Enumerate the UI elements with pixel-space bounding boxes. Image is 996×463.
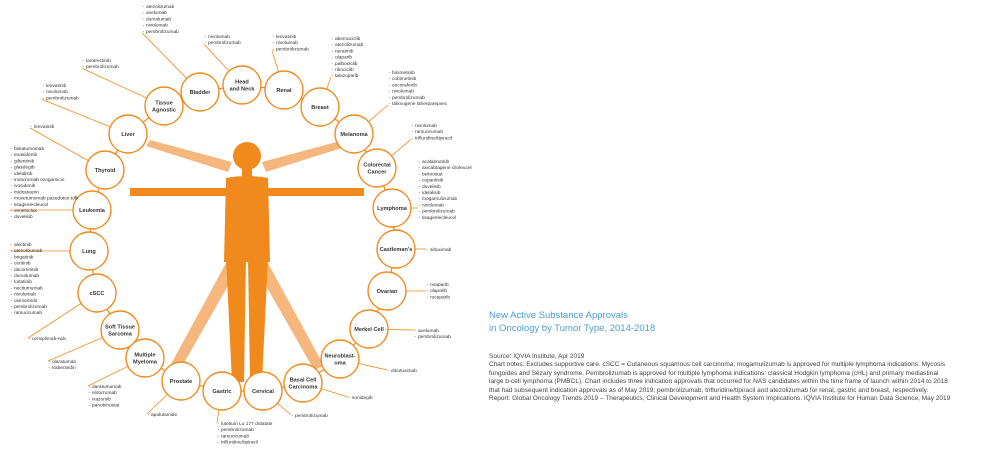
tumor-label-head-and-neck: Head	[235, 79, 249, 86]
drug-name-merkel-cell: pembrolizumab	[418, 335, 451, 341]
drug-bullet: -	[272, 41, 275, 47]
drug-bullet: -	[217, 440, 220, 446]
drug-bullet: -	[10, 267, 13, 273]
tumor-label-prostate: Prostate	[169, 379, 193, 385]
drug-name-melanoma: cobimetinib	[392, 77, 417, 83]
drug-bullet: -	[426, 289, 429, 295]
drug-bullet: -	[388, 95, 391, 101]
chart-notes-line: large b-cell lymphoma (PMBCL). Chart includes three indication approvals that occurred for NAS candidates within the time frame of launch within 2014 to 2018	[489, 378, 948, 386]
leader-line-neuroblastoma	[359, 363, 387, 370]
drug-name-ovarian: rucaparib	[430, 295, 450, 301]
leader-line-colorectal-cancer	[392, 139, 411, 155]
drug-name-breast: ribociclib	[335, 68, 354, 73]
drug-bullet: -	[272, 47, 275, 53]
drug-bullet: -	[418, 203, 421, 209]
drug-name-lymphoma: belinostat	[422, 172, 443, 178]
drug-name-ovarian: olaparib	[430, 289, 448, 295]
tumor-label-castlemans: Castleman's	[379, 247, 413, 253]
drug-bullet: -	[82, 59, 85, 64]
drug-bullet: -	[42, 96, 45, 102]
drug-name-cscc: cemiplimab-rwlc	[32, 337, 67, 342]
drug-name-thyroid: lenvatinib	[34, 125, 55, 130]
chart-notes-line: fungoides and Sézary syndrome. Pembrolizumab is approved for multiple lymphoma indications: classical Hodgkin lymphoma (cHL) and primary mediastinal	[489, 369, 939, 377]
drug-bullet: -	[10, 202, 13, 208]
drug-name-leukemia: idelalisib	[14, 171, 33, 177]
drug-name-lymphoma: axicabtagene ciloleucel	[422, 166, 472, 172]
tumor-label-cervical: Cervical	[252, 389, 274, 395]
tumor-label-thyroid: Thyroid	[94, 168, 116, 174]
drug-name-lymphoma: pembrolizumab	[422, 209, 455, 215]
leader-line-merkel-cell	[388, 329, 414, 330]
tumor-label-breast: Breast	[311, 105, 329, 111]
tumor-label-basal-cell-carcinoma: Carcinoma	[288, 384, 318, 391]
drug-bullet: -	[30, 125, 33, 130]
drug-bullet: -	[426, 295, 429, 301]
drug-name-multiple-myeloma: daratumumab	[92, 385, 122, 390]
drug-bullet: -	[418, 178, 421, 184]
drug-bullet: -	[10, 147, 13, 152]
drug-bullet: -	[217, 428, 220, 434]
drug-bullet: -	[388, 83, 391, 89]
drug-name-lung: nivolumab	[14, 292, 36, 298]
drug-bullet: -	[48, 366, 51, 372]
drug-bullet: -	[414, 335, 417, 341]
drug-name-lymphoma: tisagenlecleucel	[422, 215, 457, 221]
drug-name-multiple-myeloma: panobinostat	[92, 403, 120, 409]
drug-bullet: -	[331, 37, 334, 42]
drug-name-bladder: pembrolizumab	[146, 29, 179, 35]
drug-bullet: -	[418, 184, 421, 190]
drug-name-lung: durvalumab	[14, 274, 40, 279]
drug-name-gastric: ramucirumab	[221, 434, 249, 440]
leader-line-liver	[42, 99, 110, 127]
drug-bullet: -	[204, 41, 207, 47]
figure-title	[489, 309, 989, 335]
chart-notes-line: that had subsequent indication approvals as of May 2019; pembrolizumab, trifluridine/tipiracil and atezolizumab for renal, gastric and breast, respectively.	[489, 386, 929, 394]
drug-bullet: -	[411, 124, 414, 129]
drug-bullet: -	[142, 29, 145, 35]
drug-name-castlemans: siltuximab	[430, 248, 452, 253]
drug-bullet: -	[10, 298, 13, 304]
drug-bullet: -	[147, 413, 150, 418]
tumor-label-merkel-cell: Merkel Cell	[354, 327, 384, 333]
drug-bullet: -	[414, 329, 417, 334]
tumor-label-bladder: Bladder	[189, 90, 211, 96]
drug-name-lung: necitumumab	[14, 286, 43, 292]
drug-name-head-and-neck: pembrolizumab	[208, 41, 241, 47]
head	[233, 142, 261, 170]
tumor-label-neuroblastoma: oma	[334, 360, 346, 367]
leader-line-multiple-myeloma	[88, 366, 128, 386]
drug-name-multiple-myeloma: elotuzumab	[92, 391, 117, 397]
drug-name-bladder: atezolizumab	[146, 5, 175, 10]
leader-line-melanoma	[368, 105, 388, 122]
drug-bullet: -	[426, 283, 429, 288]
drug-name-basal-cell-carcinoma: sonidegib	[352, 396, 373, 401]
leader-line-thyroid	[30, 128, 88, 161]
leader-line-cervical	[277, 403, 291, 415]
drug-bullet: -	[204, 35, 207, 40]
leg-left	[226, 258, 246, 382]
drug-bullet: -	[42, 90, 45, 96]
leader-line-head-and-neck	[204, 44, 229, 71]
drug-bullet: -	[10, 178, 13, 183]
drug-bullet: -	[388, 71, 391, 76]
tumor-label-renal: Renal	[276, 88, 292, 94]
drug-name-leukemia: ivosidenib	[14, 184, 36, 190]
tumor-label-multiple-myeloma: Myeloma	[133, 359, 157, 366]
drug-bullet: -	[42, 84, 45, 89]
drug-name-breast: atezolizumab	[335, 43, 364, 49]
drug-name-lymphoma: copanlisib	[422, 178, 444, 184]
drug-bullet: -	[48, 360, 51, 365]
drug-bullet: -	[418, 160, 421, 165]
drug-bullet: -	[331, 61, 334, 67]
drug-name-renal: nivolumab	[276, 41, 298, 47]
drug-name-renal: pembrolizumab	[276, 47, 309, 53]
drug-bullet: -	[10, 153, 13, 159]
leader-line-prostate	[147, 394, 167, 414]
drug-name-lung: atezolizumab	[14, 249, 43, 255]
tumor-label-leukemia: Leukemia	[79, 208, 105, 214]
tumor-label-colorectal-cancer: Colorectal	[363, 162, 391, 169]
drug-bullet: -	[10, 184, 13, 190]
drug-bullet: -	[217, 422, 220, 427]
drug-name-bladder: durvalumab	[146, 17, 172, 23]
drug-name-tissue-agnostic: larotrectinib	[86, 59, 111, 64]
drug-name-breast: talazoparib	[335, 74, 359, 80]
drug-bullet: -	[331, 43, 334, 49]
drug-bullet: -	[88, 391, 91, 397]
drug-name-merkel-cell: avelumab	[418, 329, 439, 334]
drug-name-lung: brigatinib	[14, 255, 34, 261]
drug-name-lymphoma: acalabrutinib	[422, 160, 450, 165]
drug-bullet: -	[28, 337, 31, 342]
leader-line-renal	[272, 50, 278, 71]
drug-name-bladder: nivolumab	[146, 23, 168, 29]
drug-name-lung: ceritinib	[14, 261, 31, 267]
drug-name-multiple-myeloma: ixazomib	[92, 397, 111, 403]
drug-bullet: -	[388, 89, 391, 95]
figure-title-line-1: New Active Substance Approvals	[489, 310, 628, 321]
tumor-label-lung: Lung	[82, 249, 96, 255]
drug-bullet: -	[418, 215, 421, 221]
tumor-label-ovarian: Ovarian	[376, 289, 398, 295]
figure-title-line-2: in Oncology by Tumor Type, 2014-2018	[489, 323, 656, 334]
drug-name-melanoma: binimetinib	[392, 71, 415, 76]
drug-name-leukemia: blinatumomab	[14, 147, 45, 152]
drug-bullet: -	[411, 136, 414, 142]
drug-name-gastric: trifluridine/tipiracil	[221, 440, 259, 446]
tumor-label-tissue-agnostic: Agnostic	[152, 107, 176, 114]
tumor-label-lymphoma: Lymphoma	[377, 206, 407, 212]
tumor-label-liver: Liver	[121, 132, 135, 138]
drug-name-colorectal-cancer: nivolumab	[415, 124, 437, 129]
drug-name-bladder: avelumab	[146, 11, 167, 17]
raised-arm-right	[262, 140, 348, 172]
drug-bullet: -	[10, 261, 13, 267]
drug-name-lymphoma: idelalisib	[422, 191, 441, 196]
drug-bullet: -	[88, 397, 91, 403]
drug-bullet: -	[418, 172, 421, 178]
chart-notes-line: Chart notes: Excludes supportive care. cSCC = Cutaneous squamous cell carcinoma; mogamulizumab is approved for multiple lymphoma indications: Mycosis	[489, 361, 946, 369]
drug-bullet: -	[331, 49, 334, 55]
report-line: Report: Global Oncology Trends 2019 – Therapeutics, Clinical Development and Health System Implications. IQVIA Institute for Human Data Science, May 2019	[489, 395, 951, 403]
drug-bullet: -	[411, 130, 414, 136]
drug-name-colorectal-cancer: ramucirumab	[415, 130, 443, 136]
drug-bullet: -	[388, 102, 391, 107]
drug-bullet: -	[10, 190, 13, 196]
drug-bullet: -	[10, 171, 13, 177]
drug-bullet: -	[331, 55, 334, 61]
drug-bullet: -	[418, 166, 421, 172]
drug-name-head-and-neck: nivolumab	[208, 35, 230, 40]
drug-name-leukemia: tisagenlecleucel	[14, 202, 49, 208]
drug-name-leukemia: midostaurin	[14, 190, 39, 196]
tumor-label-tissue-agnostic: Tissue	[155, 100, 173, 107]
drug-name-leukemia: inotuzumab ozogamicin	[14, 178, 65, 183]
drug-name-breast: palbociclib	[335, 61, 358, 67]
drug-bullet: -	[142, 11, 145, 17]
drug-name-lymphoma: mogamulizumab	[422, 197, 458, 203]
drug-name-melanoma: pembrolizumab	[392, 95, 425, 101]
drug-bullet: -	[10, 305, 13, 310]
drug-bullet: -	[10, 280, 13, 286]
drug-name-ovarian: niraparib	[430, 283, 449, 288]
drug-bullet: -	[88, 385, 91, 390]
drug-bullet: -	[418, 197, 421, 203]
drug-bullet: -	[142, 5, 145, 10]
tumor-label-gastric: Gastric	[212, 389, 232, 395]
drug-bullet: -	[142, 17, 145, 23]
drug-bullet: -	[10, 159, 13, 165]
drug-name-leukemia: duvelisib	[14, 215, 33, 221]
drug-bullet: -	[82, 65, 85, 71]
drug-name-lung: ramucirumab	[14, 311, 42, 317]
figure-notes	[489, 353, 989, 403]
drug-name-leukemia: moxetumomab pasudotox-tdfk	[14, 196, 79, 202]
tumor-label-soft-tissue-sarcoma: Soft Tissue	[104, 324, 136, 331]
drug-bullet: -	[10, 165, 13, 171]
drug-bullet: -	[10, 255, 13, 261]
drug-bullet: -	[418, 209, 421, 215]
tumor-label-soft-tissue-sarcoma: Sarcoma	[108, 331, 132, 338]
drug-name-breast: abemaciclib	[335, 37, 361, 42]
drug-name-gastric: lutetium Lu 177 dotatate	[221, 422, 273, 427]
drug-bullet: -	[10, 209, 13, 214]
drug-name-melanoma: talimogene laherparepvec	[392, 102, 448, 107]
drug-name-lung: alectinib	[14, 243, 32, 248]
drug-name-lung: osimertinib	[14, 298, 38, 304]
drug-name-lung: dacomitinib	[14, 267, 39, 273]
tumor-label-melanoma: Melanoma	[340, 132, 368, 138]
tumor-label-head-and-neck: and Neck	[229, 86, 255, 93]
drug-name-liver: lenvatinib	[46, 84, 67, 89]
leader-line-breast	[327, 77, 331, 89]
drug-bullet: -	[331, 74, 334, 80]
drug-bullet: -	[10, 292, 13, 298]
drug-name-leukemia: gilteritinib	[14, 159, 35, 165]
drug-bullet: -	[10, 215, 13, 221]
source-line: Source: IQVIA Institute, Apr 2019	[489, 353, 585, 360]
drug-name-lymphoma: nivolumab	[422, 203, 444, 209]
tumor-label-neuroblastoma: Neuroblast-	[324, 353, 356, 360]
drug-bullet: -	[291, 414, 294, 419]
drug-bullet: -	[10, 286, 13, 292]
drug-name-lymphoma: duvelisib	[422, 184, 441, 190]
drug-bullet: -	[418, 191, 421, 196]
drug-name-melanoma: nivolumab	[392, 89, 414, 95]
drug-name-cervical: pembrolizumab	[295, 414, 328, 419]
drug-name-lung: lorlatinib	[14, 280, 32, 286]
drug-bullet: -	[88, 403, 91, 409]
drug-name-melanoma: encorafenib	[392, 83, 418, 89]
drug-bullet: -	[142, 23, 145, 29]
drug-name-leukemia: enasidenib	[14, 153, 38, 159]
drug-bullet: -	[388, 77, 391, 83]
drug-name-leukemia: venetoclax	[14, 209, 37, 214]
leader-line-bladder	[142, 33, 187, 79]
drug-name-leukemia: glasdegib	[14, 165, 35, 171]
drug-bullet: -	[331, 68, 334, 73]
raised-arm-left	[146, 140, 232, 172]
drug-name-soft-tissue-sarcoma: olaratumab	[52, 360, 76, 365]
drug-name-lung: pembrolizumab	[14, 305, 47, 310]
drug-name-colorectal-cancer: trifluridine/tipiracil	[415, 136, 453, 142]
tumor-label-basal-cell-carcinoma: Basal Cell	[289, 377, 317, 384]
drug-bullet: -	[10, 249, 13, 255]
drug-bullet: -	[387, 369, 390, 374]
tumor-label-colorectal-cancer: Cancer	[367, 169, 387, 176]
drug-bullet: -	[10, 243, 13, 248]
drug-bullet: -	[426, 248, 429, 253]
drug-name-soft-tissue-sarcoma: trabectedin	[52, 366, 76, 372]
drug-bullet: -	[10, 274, 13, 279]
drug-bullet: -	[272, 35, 275, 40]
drug-name-gastric: pembrolizumab	[221, 428, 254, 434]
drug-bullet: -	[348, 396, 351, 401]
drug-name-prostate: apalutamide	[151, 413, 178, 418]
drug-bullet: -	[217, 434, 220, 440]
torso	[224, 176, 270, 262]
drug-bullet: -	[10, 196, 13, 202]
drug-name-tissue-agnostic: pembrolizumab	[86, 65, 119, 71]
tumor-label-cscc: cSCC	[89, 291, 105, 297]
drug-name-liver: pembrolizumab	[46, 96, 79, 102]
leader-line-basal-cell-carcinoma	[321, 389, 348, 397]
drug-name-breast: olaparib	[335, 55, 353, 61]
leader-line-tissue-agnostic	[82, 68, 147, 98]
tumor-label-multiple-myeloma: Multiple	[134, 352, 156, 359]
drug-name-neuroblastoma: dinutuximab	[391, 369, 417, 374]
drug-name-renal: lenvatinib	[276, 35, 297, 40]
drug-bullet: -	[10, 311, 13, 317]
drug-name-breast: neratinib	[335, 49, 354, 55]
drug-name-liver: nivolumab	[46, 90, 68, 96]
leg-right	[248, 258, 268, 382]
